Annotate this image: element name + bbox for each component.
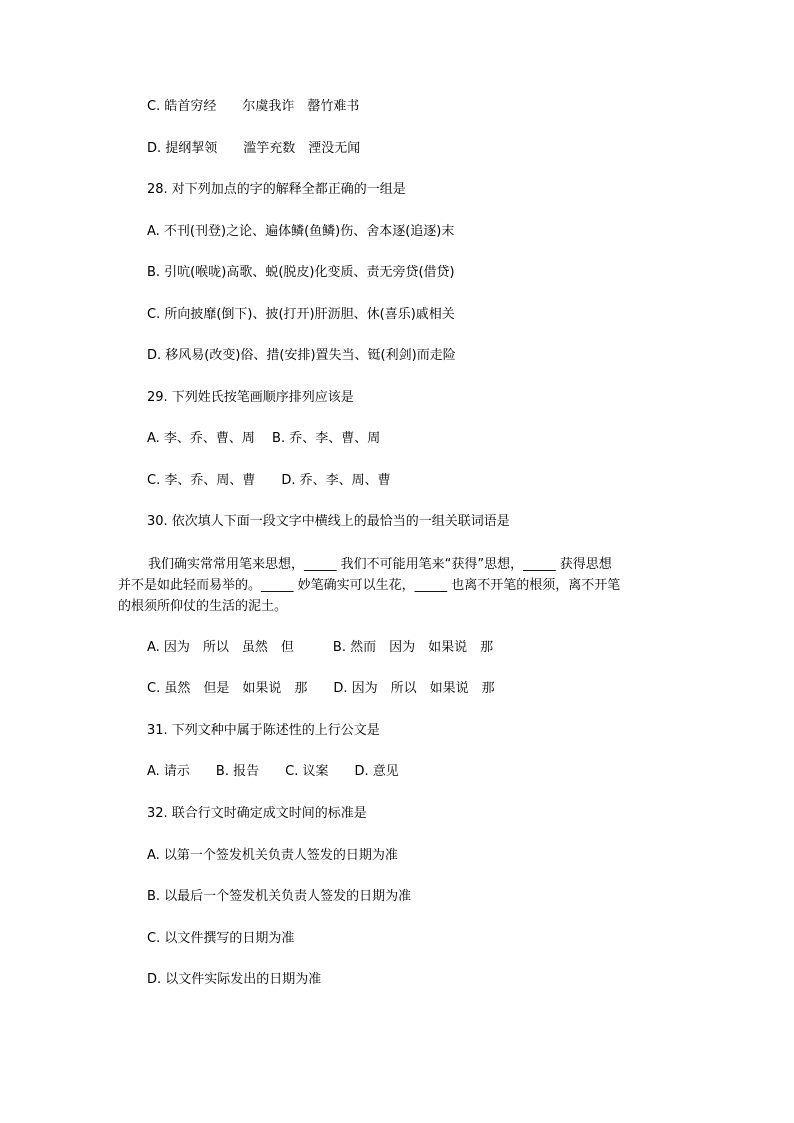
q30-options-cd: C. 虽然 但是 如果说 那 D. 因为 所以 如果说 那 [147, 681, 495, 696]
q28-option-c: C. 所向披靡(倒下)、披(打开)肝沥胆、休(喜乐)戚相关 [147, 307, 455, 322]
q32-stem: 32. 联合行文时确定成文时间的标准是 [147, 806, 367, 821]
q29-options-cd: C. 李、乔、周、曹 D. 乔、李、周、曹 [147, 473, 391, 488]
q28-option-d: D. 移风易(改变)俗、措(安排)置失当、铤(利剑)而走险 [147, 348, 456, 363]
q31-options: A. 请示 B. 报告 C. 议案 D. 意见 [147, 764, 399, 779]
q30-stem: 30. 依次填人下面一段文字中横线上的最恰当的一组关联词语是 [147, 514, 510, 529]
q32-option-b: B. 以最后一个签发机关负责人签发的日期为准 [147, 889, 412, 904]
q29-stem: 29. 下列姓氏按笔画顺序排列应该是 [147, 390, 354, 405]
q27-option-c: C. 皓首穷经 尔虞我诈 罄竹难书 [147, 99, 360, 114]
q30-passage-line-2: 并不是如此轻而易举的。_____ 妙笔确实可以生花，_____ 也离不开笔的根须，离不开笔 [118, 578, 621, 593]
q29-options-ab: A. 李、乔、曹、周 B. 乔、李、曹、周 [147, 431, 381, 446]
q32-option-d: D. 以文件实际发出的日期为准 [147, 972, 322, 987]
q32-option-a: A. 以第一个签发机关负责人签发的日期为准 [147, 848, 398, 863]
q30-passage-line-1: 我们确实常常用笔来思想，_____ 我们不可能用笔来“获得”思想，_____ 获得思想 [148, 557, 612, 572]
q32-option-c: C. 以文件撰写的日期为准 [147, 931, 295, 946]
q31-stem: 31. 下列文种中属于陈述性的上行公文是 [147, 723, 380, 738]
q30-passage-line-3: 的根须所仰仗的生活的泥土。 [118, 599, 288, 614]
q30-options-ab: A. 因为 所以 虽然 但 B. 然而 因为 如果说 那 [147, 640, 494, 655]
q28-option-b: B. 引吭(喉咙)高歌、蜕(脱皮)化变质、责无旁贷(借贷) [147, 265, 455, 280]
q27-option-d: D. 提纲挈领 滥竽充数 湮没无闻 [147, 141, 361, 156]
q28-stem: 28. 对下列加点的字的解释全都正确的一组是 [147, 182, 406, 197]
q28-option-a: A. 不刊(刊登)之论、遍体鳞(鱼鳞)伤、舍本逐(追逐)末 [147, 224, 455, 239]
q30-passage [118, 554, 678, 617]
